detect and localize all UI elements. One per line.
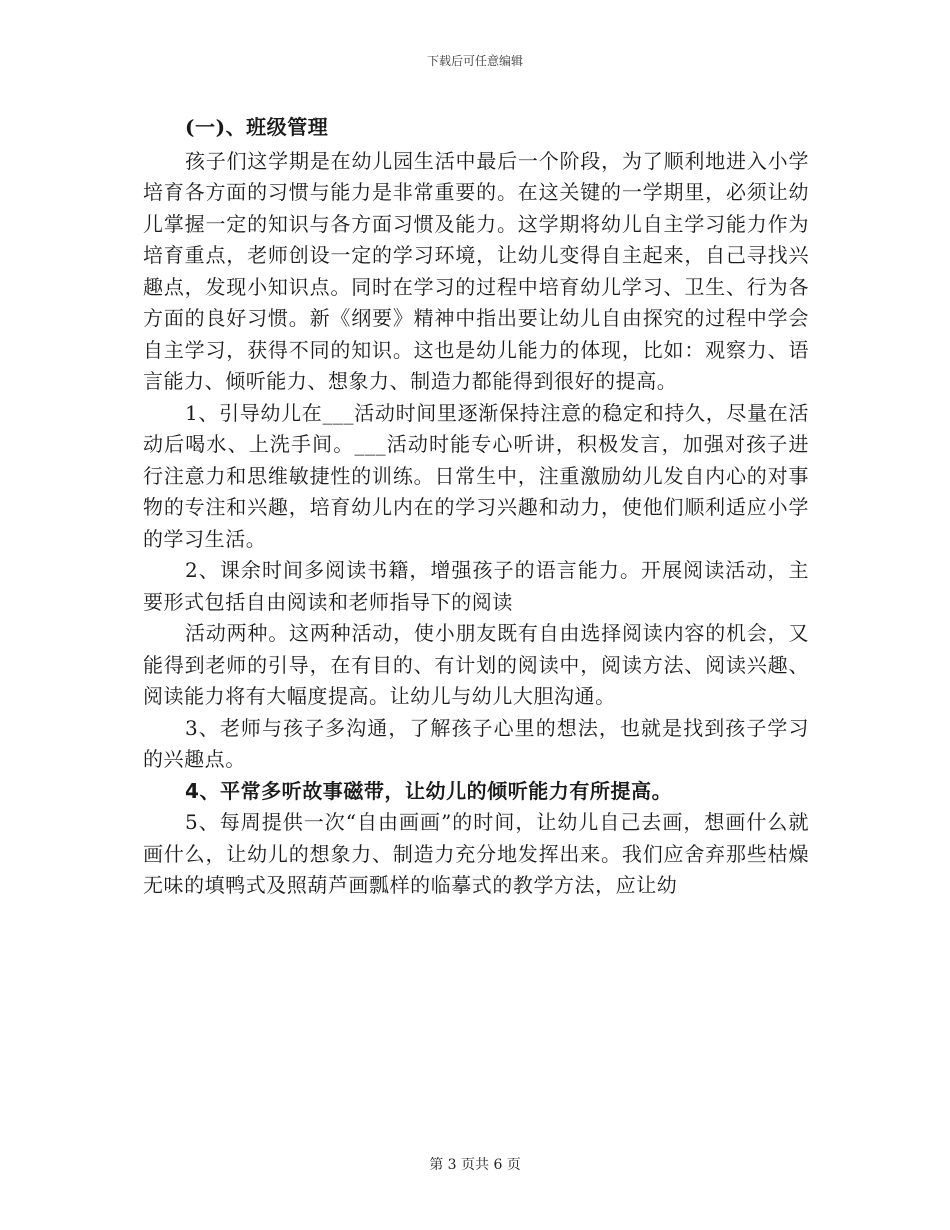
paragraph-item-4: 4、平常多听故事磁带，让幼儿的倾听能力有所提高。 [185, 778, 673, 803]
paragraph-item-3: 3、老师与孩子多沟通，了解孩子心里的想法，也就是找到孩子学习的兴趣点。 [143, 715, 809, 771]
paragraph-item-1: 1、引导幼儿在___活动时间里逐渐保持注意的稳定和持久，尽量在活动后喝水、上洗手间。___活动时能专心听讲，积极发言，加强对孩子进行注意力和思维敏捷性的训练。日常生中，注重激励幼儿发自内心的对事物的专注和兴趣，培育幼儿内在的学习兴趣和动力，使他们顺利适应小学的学习生活。 [143, 400, 809, 551]
page-footer: 第 3 页共 6 页 [429, 1157, 521, 1173]
document-body [143, 112, 809, 902]
paragraph-item-2: 2、课余时间多阅读书籍，增强孩子的语言能力。开展阅读活动，主要形式包括自由阅读和老师指导下的阅读 [143, 558, 809, 614]
paragraph-item-5: 5、每周提供一次“自由画画”的时间，让幼儿自己去画，想画什么就画什么，让幼儿的想象力、制造力充分地发挥出来。我们应舍弃那些枯燥无味的填鸭式及照葫芦画瓢样的临摹式的教学方法，应让幼 [143, 810, 809, 897]
paragraph-item-2-continued: 活动两种。这两种活动，使小朋友既有自由选择阅读内容的机会，又能得到老师的引导，在有目的、有计划的阅读中，阅读方法、阅读兴趣、阅读能力将有大幅度提高。让幼儿与幼儿大胆沟通。 [143, 621, 809, 708]
section-heading: (一)、班级管理 [185, 115, 329, 139]
paragraph-intro: 孩子们这学期是在幼儿园生活中最后一个阶段，为了顺利地进入小学培育各方面的习惯与能力是非常重要的。在这关键的一学期里，必须让幼儿掌握一定的知识与各方面习惯及能力。这学期将幼儿自主学习能力作为培育重点，老师创设一定的学习环境，让幼儿变得自主起来，自己寻找兴趣点，发现小知识点。同时在学习的过程中培育幼儿学习、卫生、行为各方面的良好习惯。新《纲要》精神中指出要让幼儿自由探究的过程中学会自主学习，获得不同的知识。这也是幼儿能力的体现，比如：观察力、语言能力、倾听能力、想象力、制造力都能得到很好的提高。 [143, 148, 809, 393]
page-header: 下载后可任意编辑 [426, 54, 523, 68]
